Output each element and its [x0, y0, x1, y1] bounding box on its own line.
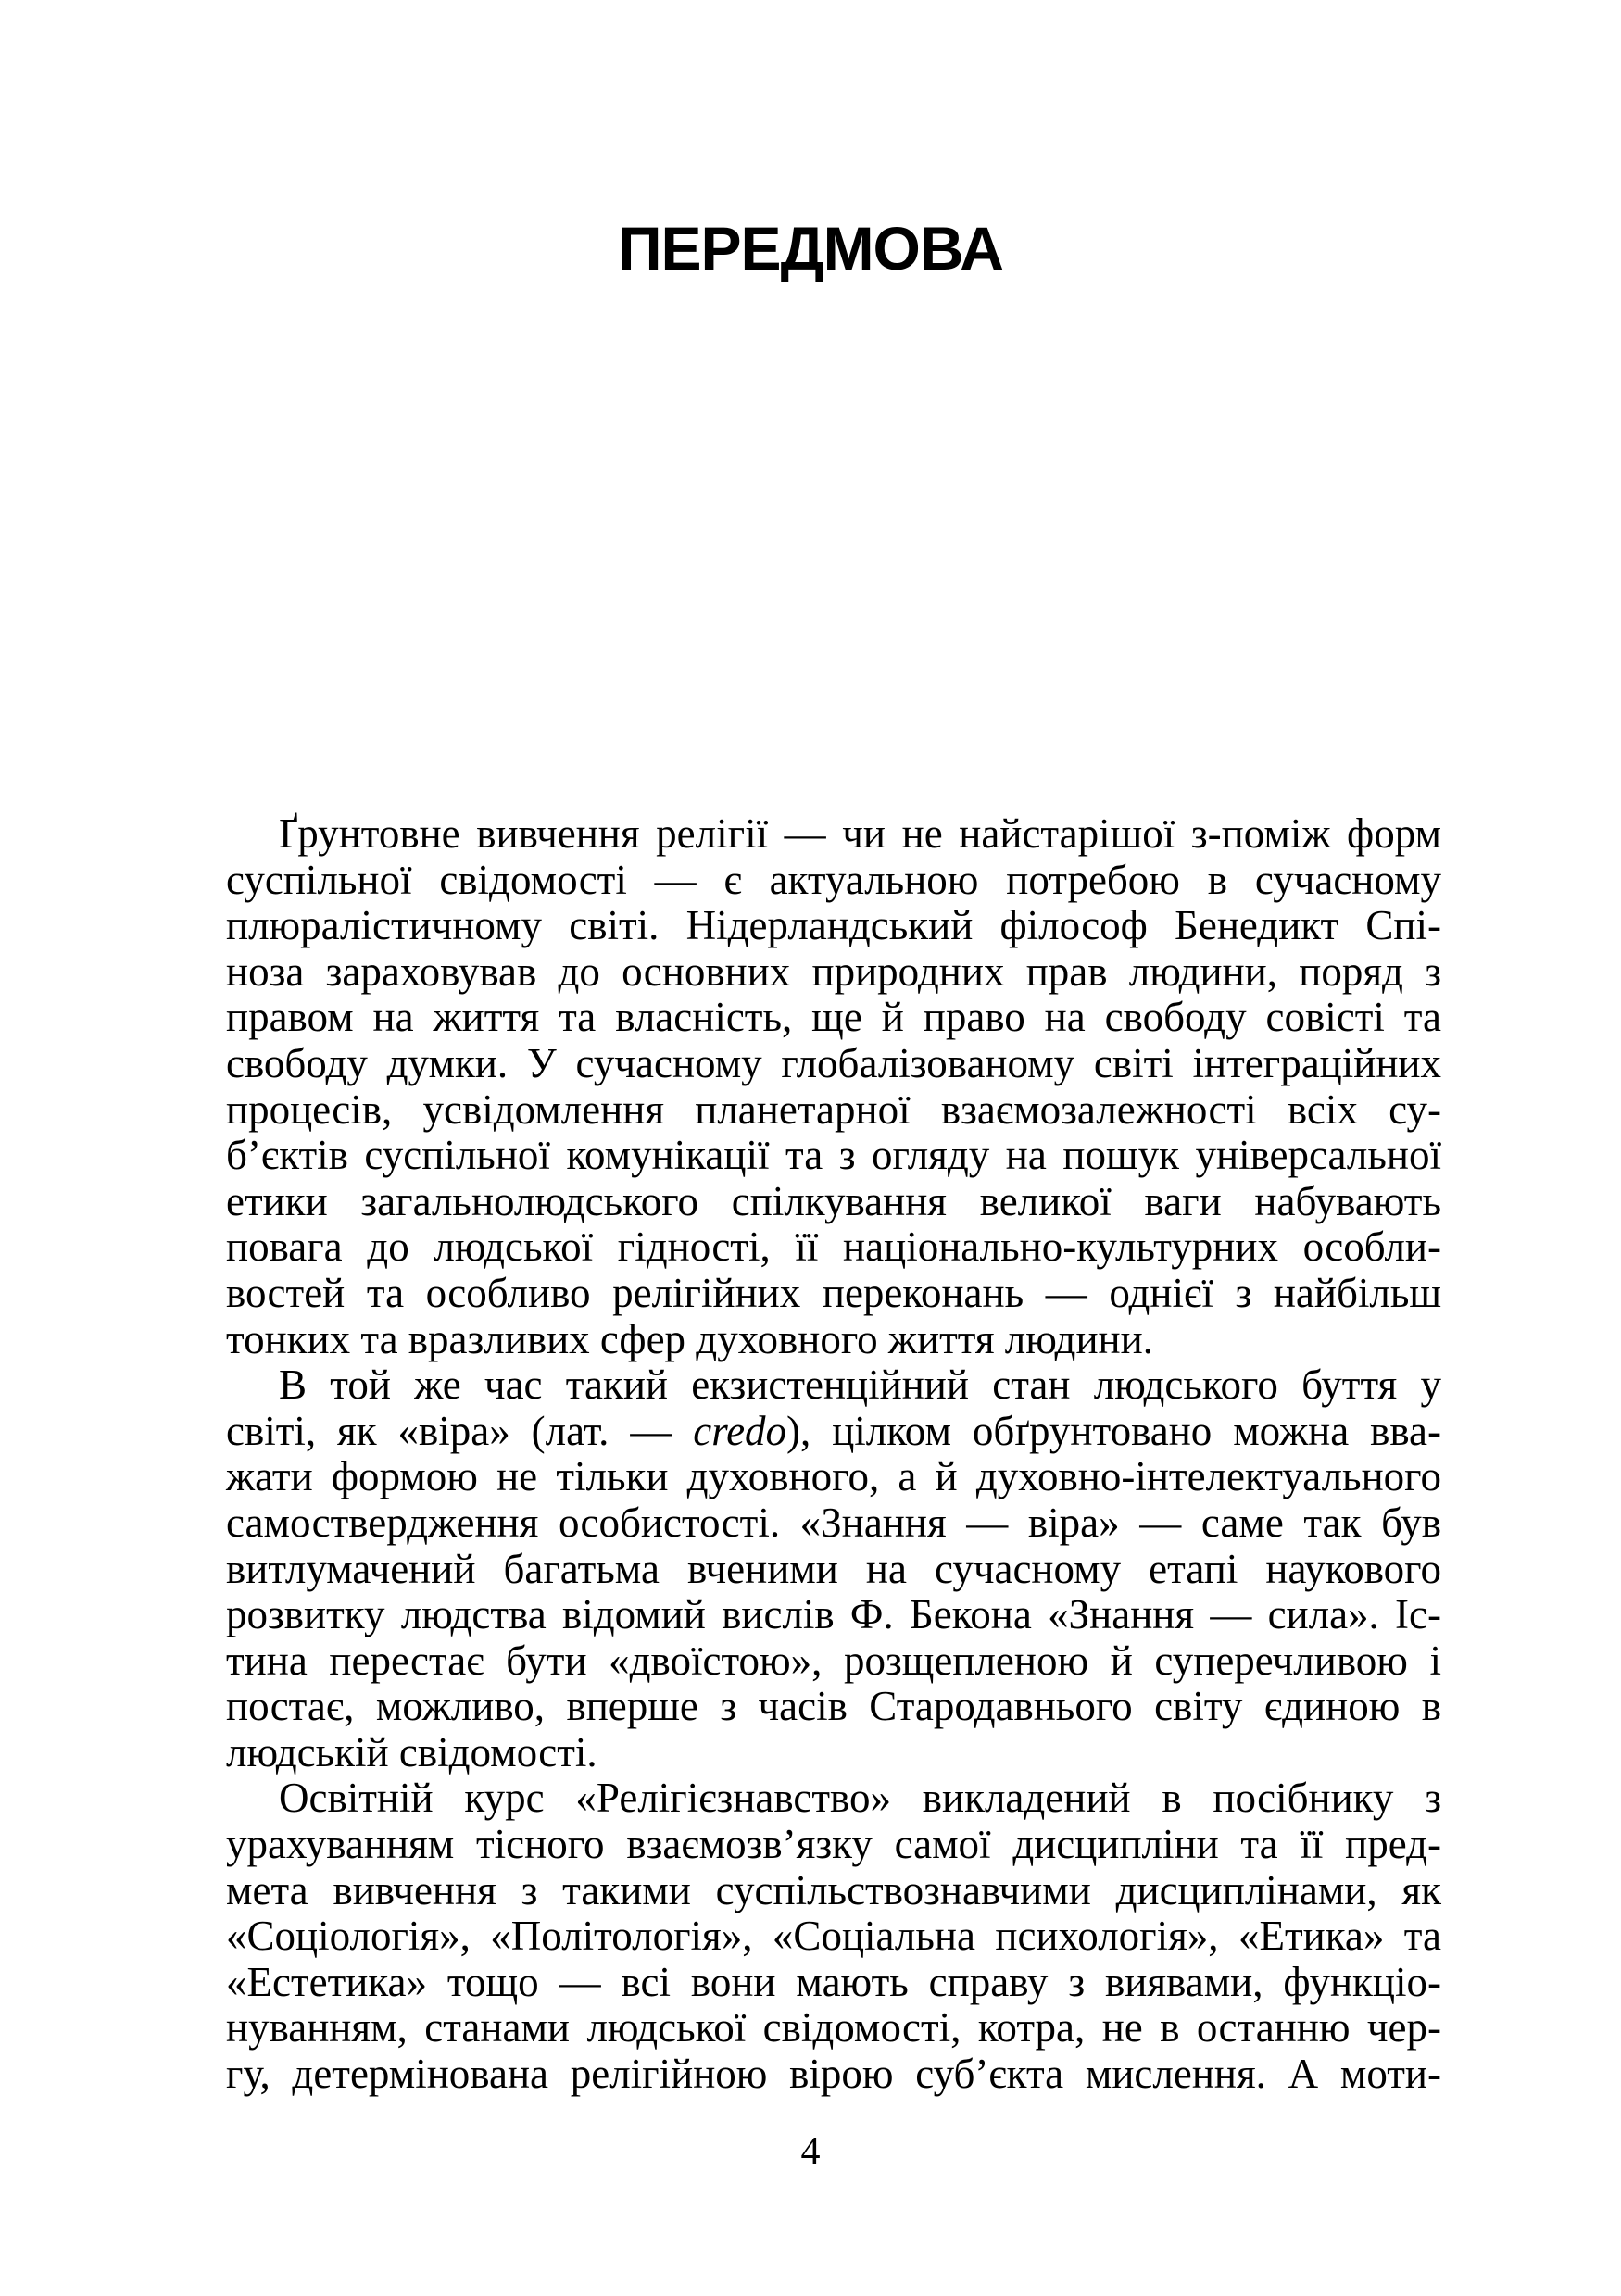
page-title: ПЕРЕДМОВА	[618, 214, 1003, 282]
text-line: людській свідомості.	[226, 1728, 597, 1775]
text-line: тина перестає бути «двоїстою», розщепленою й суперечливою і	[226, 1637, 1441, 1684]
text-line	[226, 1409, 1441, 1455]
text-line: урахуванням тісного взаємозв’язку самої дисципліни та її пред-	[226, 1821, 1441, 1868]
text-line: постає, можливо, вперше з часів Стародавнього світу єдиною в	[226, 1683, 1441, 1730]
body-text	[226, 811, 1441, 2098]
paragraph-3	[226, 1775, 1441, 2097]
text-line: мета вивчення з такими суспільствознавчими дисциплінами, як	[226, 1866, 1441, 1913]
paragraph-1	[226, 811, 1441, 1362]
text-line: нуванням, станами людської свідомості, котра, не в останню чер-	[226, 2004, 1441, 2051]
text-line: повага до людської гідності, її національно-культурних особли-	[226, 1223, 1441, 1271]
text-line: тонких та вразливих сфер духовного життя людини.	[226, 1315, 1153, 1362]
latin-term: credo	[693, 1407, 787, 1454]
text-line: Освітній курс «Релігієзнавство» викладений в посібнику з	[279, 1775, 1441, 1822]
text-line: Ґрунтовне вивчення релігії — чи не найстарішої з-поміж форм	[279, 810, 1441, 857]
text-line: «Соціологія», «Політологія», «Соціальна психологія», «Етика» та	[226, 1913, 1441, 1960]
text-fragment: світі, як «віра» (лат. —	[226, 1407, 694, 1454]
text-line: процесів, усвідомлення планетарної взаємозалежності всіх су-	[226, 1085, 1441, 1133]
text-fragment: ), цілком обґрунтовано можна вва-	[786, 1407, 1441, 1454]
text-line: самоствердження особистості. «Знання — віра» — саме так був	[226, 1499, 1441, 1546]
text-line: ноза зараховував до основних природних прав людини, поряд з	[226, 947, 1441, 995]
text-line: гу, детермінована релігійною вірою суб’єкта мислення. А моти-	[226, 2051, 1441, 2098]
text-line: розвитку людства відомий вислів Ф. Бекона «Знання — сила». Іс-	[226, 1591, 1441, 1638]
text-line: суспільної свідомості — є актуальною потребою в сучасному	[226, 856, 1441, 903]
text-line: востей та особливо релігійних переконань — однієї з найбільш	[226, 1269, 1441, 1316]
text-line: правом на життя та власність, ще й право на свободу совісті та	[226, 994, 1441, 1041]
text-line: В той же час такий екзистенційний стан людського буття у	[279, 1361, 1441, 1409]
text-line: свободу думки. У сучасному глобалізованому світі інтеграційних	[226, 1039, 1441, 1086]
text-line: жати формою не тільки духовного, а й духовно-інтелектуального	[226, 1453, 1441, 1500]
text-line: витлумачений багатьма вченими на сучасному етапі наукового	[226, 1545, 1441, 1592]
paragraph-2	[226, 1362, 1441, 1775]
page-number: 4	[800, 2130, 821, 2173]
text-line: б’єктів суспільної комунікації та з огляду на пошук універсальної	[226, 1132, 1441, 1179]
text-line: плюралістичному світі. Нідерландський філософ Бенедикт Спі-	[226, 902, 1441, 949]
text-line: етики загальнолюдського спілкування великої ваги набувають	[226, 1177, 1441, 1224]
text-line: «Естетика» тощо — всі вони мають справу з виявами, функціо-	[226, 1958, 1441, 2005]
